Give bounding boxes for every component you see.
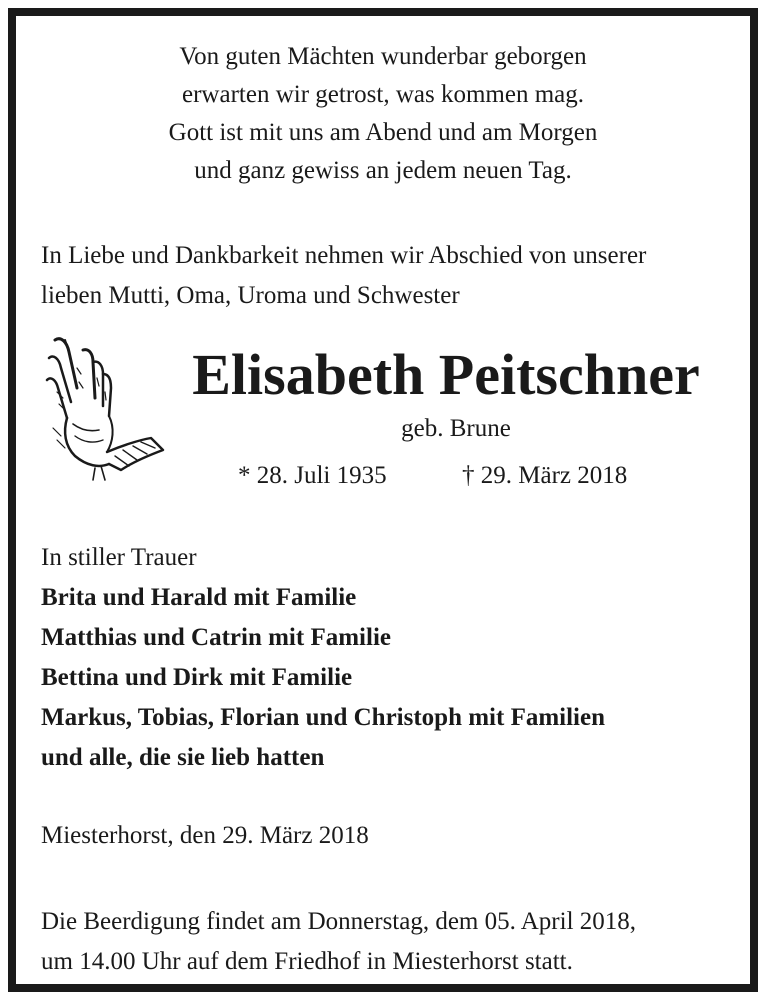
- intro-line: In Liebe und Dankbarkeit nehmen wir Abschied von unserer: [41, 242, 647, 269]
- mourner-family: Markus, Tobias, Florian und Christoph mit Familien: [41, 704, 606, 731]
- poem: [16, 38, 750, 190]
- poem-line: Von guten Mächten wunderbar geborgen: [179, 43, 587, 70]
- poem-line: Gott ist mit uns am Abend und am Morgen: [168, 119, 598, 146]
- mourner-family: und alle, die sie lieb hatten: [41, 744, 325, 771]
- mourner-family: Brita und Harald mit Familie: [41, 584, 357, 611]
- mourners-lead: In stiller Trauer: [41, 544, 197, 571]
- praying-hands-icon: [43, 328, 168, 488]
- mourner-family: Bettina und Dirk mit Familie: [41, 664, 353, 691]
- intro-line: lieben Mutti, Oma, Uroma und Schwester: [41, 282, 460, 309]
- poem-line: erwarten wir getrost, was kommen mag.: [182, 81, 584, 108]
- intro-text: [41, 236, 646, 316]
- mourner-family: Matthias und Catrin mit Familie: [41, 624, 391, 651]
- deceased-name: Elisabeth Peitschner: [192, 342, 700, 407]
- death-date: † 29. März 2018: [462, 462, 628, 489]
- funeral-line: Die Beerdigung findet am Donnerstag, dem 05. April 2018,: [41, 908, 637, 935]
- funeral-info: [41, 902, 636, 982]
- mourners: [41, 538, 605, 778]
- poem-line: und ganz gewiss an jedem neuen Tag.: [194, 157, 572, 184]
- obituary-notice: [8, 8, 758, 992]
- funeral-line: um 14.00 Uhr auf dem Friedhof in Miesterhorst statt.: [41, 948, 573, 975]
- birth-date: * 28. Juli 1935: [238, 462, 387, 489]
- place-date: Miesterhorst, den 29. März 2018: [41, 822, 369, 849]
- maiden-name: geb. Brune: [401, 415, 511, 442]
